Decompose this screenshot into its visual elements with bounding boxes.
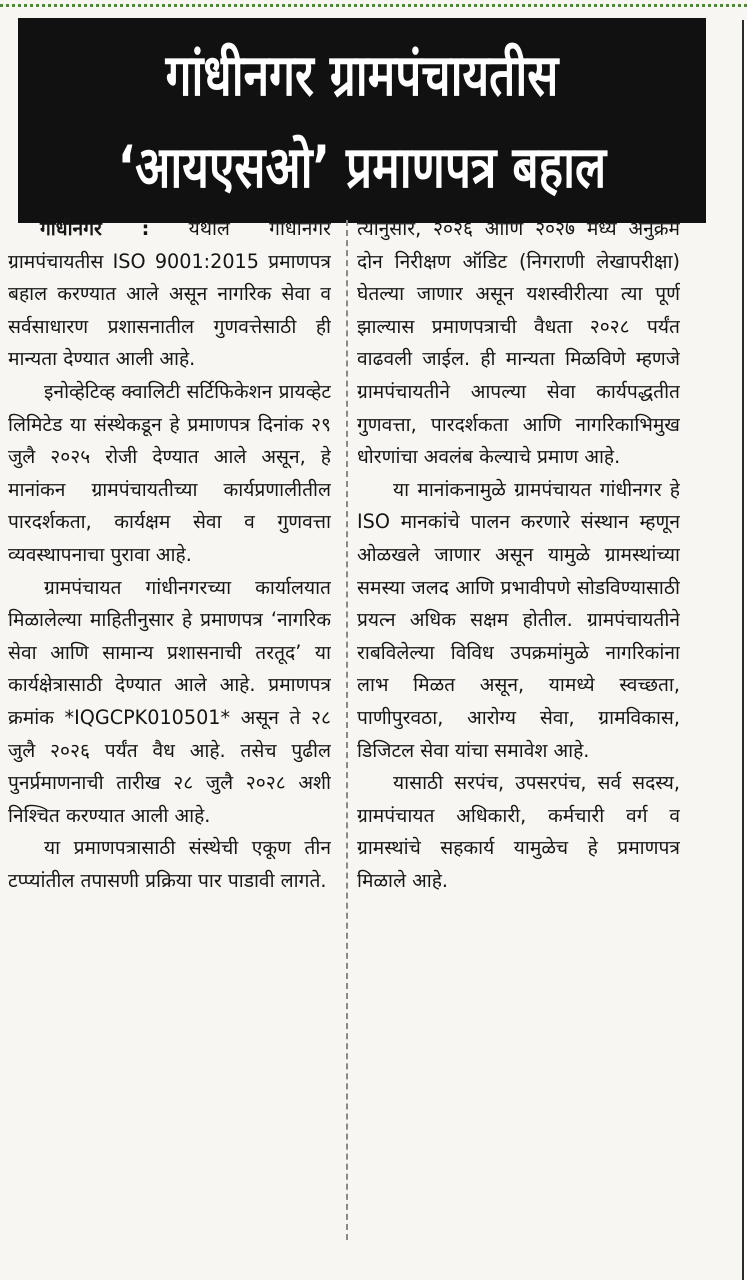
headline-line-2: ‘आयएसओ’ प्रमाणपत्र बहाल xyxy=(117,132,607,201)
paragraph: या प्रमाणपत्रासाठी संस्थेची एकूण तीन टप्प्यांतील तपासणी प्रक्रिया पार पाडावी लागते. xyxy=(8,836,331,892)
paragraph-text: येथील गांधीनगर ग्रामपंचायतीस ISO 9001:2015 प्रमाणपत्र बहाल करण्यात आले असून नागरिक सेवा व सर्वसाधारण प्रशासनातील गुणवत्तेसाठी ही मान्यता देण्यात आली आहे. xyxy=(8,217,331,371)
paragraph: ग्रामपंचायत गांधीनगरच्या कार्यालयात मिळालेल्या माहितीनुसार हे प्रमाणपत्र ‘नागरिक सेवा आणि सामान्य प्रशासनाची तरतूद’ या कार्यक्षेत्रासाठी देण्यात आले आहे. प्रमाणपत्र क्रमांक *IQGCPK010501* असून ते २८ जुलै २०२६ पर्यंत वैध आहे. तसेच पुढील पुनर्प्रमाणनाची तारीख २८ जुलै २०२८ अशी निश्चित करण्यात आली आहे. xyxy=(8,575,331,827)
page-top-dotted-rule xyxy=(0,4,747,7)
dateline: गांधीनगर : xyxy=(40,217,150,240)
article-column-right xyxy=(357,213,680,1243)
paragraph: यासाठी सरपंच, उपसरपंच, सर्व सदस्य, ग्रामपंचायत अधिकारी, कर्मचारी वर्ग व ग्रामस्थांचे सहकार्य यामुळेच हे प्रमाणपत्र मिळाले आहे. xyxy=(357,771,680,892)
paragraph: इनोव्हेटिव्ह क्वालिटी सर्टिफिकेशन प्रायव्हेट लिमिटेड या संस्थेकडून हे प्रमाणपत्र दिनांक २९ जुलै २०२५ रोजी देण्यात आले असून, हे मानांकन ग्रामपंचायतीच्या कार्यप्रणालीतील पारदर्शकता, कार्यक्षम सेवा व गुणवत्ता व्यवस्थापनाचा पुरावा आहे. xyxy=(8,379,331,566)
headline-line-1: गांधीनगर ग्रामपंचायतीस xyxy=(165,40,559,109)
paragraph: त्यानुसार, २०२६ आणि २०२७ मध्ये अनुक्रमे दोन निरीक्षण ऑडिट (निगराणी लेखापरीक्षा) घेतल्या जाणार असून यशस्वीरीत्या त्या पूर्ण झाल्यास प्रमाणपत्राची वैधता २०२८ पर्यंत वाढवली जाईल. ही मान्यता मिळविणे म्हणजे ग्रामपंचायतीने आपल्या सेवा कार्यपद्धतीत गुणवत्ता, पारदर्शकता आणि नागरिकाभिमुख धोरणांचा अवलंब केल्याचे प्रमाण आहे. xyxy=(357,217,680,469)
headline-banner xyxy=(18,18,706,223)
article-column-left xyxy=(8,213,331,1243)
paragraph xyxy=(8,213,331,376)
article-body xyxy=(8,213,680,1243)
paragraph: या मानांकनामुळे ग्रामपंचायत गांधीनगर हे ISO मानकांचे पालन करणारे संस्थान म्हणून ओळखले जाणार असून यामुळे ग्रामस्थांच्या समस्या जलद आणि प्रभावीपणे सोडविण्यासाठी प्रयत्न अधिक सक्षम होतील. ग्रामपंचायतीने राबविलेल्या विविध उपक्रमांमुळे नागरिकांना लाभ मिळत असून, यामध्ये स्वच्छता, पाणीपुरवठा, आरोग्य सेवा, ग्रामविकास, डिजिटल सेवा यांचा समावेश आहे. xyxy=(357,477,680,762)
adjacent-article-edge xyxy=(742,20,747,1280)
